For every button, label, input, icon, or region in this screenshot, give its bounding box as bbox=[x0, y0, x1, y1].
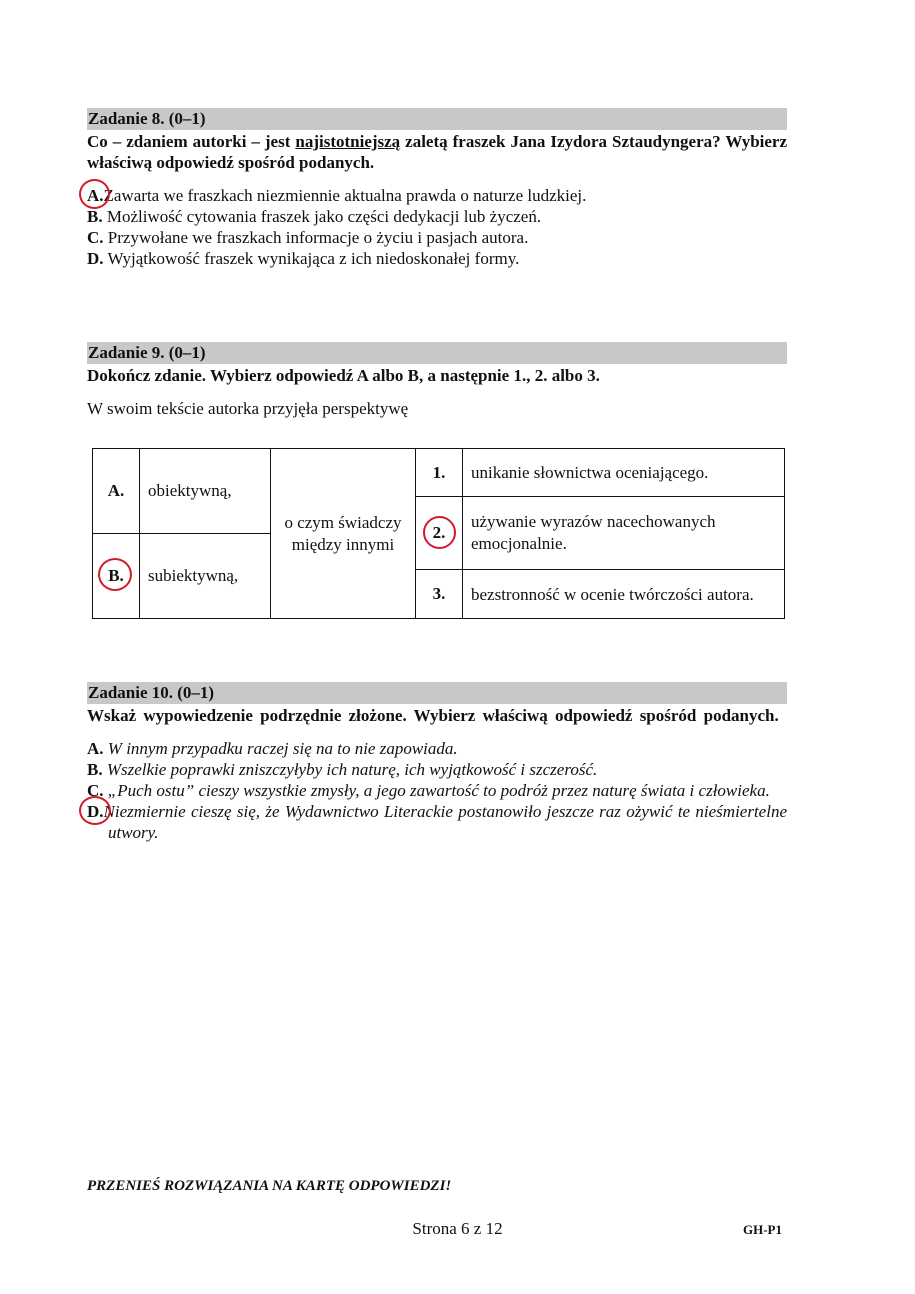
transfer-answers-note: PRZENIEŚ ROZWIĄZANIA NA KARTĘ ODPOWIEDZI! bbox=[87, 1178, 452, 1194]
task-9-option-2-text[interactable]: używanie wyrazów nacechowanych emocjonalnie. bbox=[463, 497, 785, 570]
task-9-option-1-text[interactable]: unikanie słownictwa oceniającego. bbox=[463, 449, 785, 497]
task-9-option-a-text[interactable]: obiektywną, bbox=[140, 449, 271, 534]
task-8-option-a[interactable]: A.Zawarta we fraszkach niezmiennie aktualna prawda o naturze ludzkiej. bbox=[87, 185, 787, 206]
task-9-option-3-key[interactable]: 3. bbox=[416, 570, 463, 619]
task-9-question: Dokończ zdanie. Wybierz odpowiedź A albo B, a następnie 1., 2. albo 3. bbox=[87, 366, 600, 385]
task-9-option-2-key[interactable]: 2. bbox=[416, 497, 463, 570]
task-9-option-1-key[interactable]: 1. bbox=[416, 449, 463, 497]
task-9-option-b-key[interactable]: B. bbox=[93, 534, 140, 619]
exam-code: GH-P1 bbox=[743, 1222, 782, 1237]
page-number: Strona 6 z 12 bbox=[412, 1219, 503, 1238]
task-10 bbox=[87, 682, 787, 843]
task-8 bbox=[87, 108, 787, 269]
selection-circle-mark bbox=[423, 516, 456, 549]
task-9 bbox=[87, 342, 787, 419]
selection-circle-mark bbox=[98, 558, 132, 591]
task-10-option-b[interactable]: B. Wszelkie poprawki zniszczyłyby ich naturę, ich wyjątkowość i szczerość. bbox=[87, 760, 598, 779]
task-8-option-d[interactable]: D. Wyjątkowość fraszek wynikająca z ich niedoskonałej formy. bbox=[87, 249, 520, 268]
task-10-question: Wskaż wypowiedzenie podrzędnie złożone. Wybierz właściwą odpowiedź spośród podanych. bbox=[87, 706, 779, 725]
task-9-table bbox=[92, 448, 785, 619]
task-9-option-b-text[interactable]: subiektywną, bbox=[140, 534, 271, 619]
task-9-option-a-key[interactable]: A. bbox=[93, 449, 140, 534]
task-9-middle-text: o czym świadczy między innymi bbox=[271, 449, 416, 619]
task-10-option-d[interactable]: D.Niezmiernie cieszę się, że Wydawnictwo Literackie postanowiło jeszcze raz ożywić te nieśmiertelne utwory. bbox=[87, 801, 787, 843]
task-10-header: Zadanie 10. (0–1) bbox=[87, 682, 787, 704]
task-8-emphasis: najistotniejszą bbox=[295, 132, 401, 151]
task-8-question: Co – zdaniem autorki – jest najistotniejszą zaletą fraszek Jana Izydora Sztaudyngera? Wybierz właściwą odpowiedź spośród podanych. bbox=[87, 132, 788, 172]
task-8-option-c[interactable]: C. Przywołane we fraszkach informacje o życiu i pasjach autora. bbox=[87, 228, 529, 247]
task-8-header: Zadanie 8. (0–1) bbox=[87, 108, 787, 130]
task-9-intro: W swoim tekście autorka przyjęła perspektywę bbox=[87, 399, 409, 418]
task-9-header: Zadanie 9. (0–1) bbox=[87, 342, 787, 364]
task-9-option-3-text[interactable]: bezstronność w ocenie twórczości autora. bbox=[463, 570, 785, 619]
task-10-option-a[interactable]: A. W innym przypadku raczej się na to nie zapowiada. bbox=[87, 739, 458, 758]
selection-circle-mark bbox=[79, 179, 110, 209]
selection-circle-mark bbox=[79, 796, 111, 825]
task-10-option-c[interactable]: C. „Puch ostu” cieszy wszystkie zmysły, a jego zawartość to podróż przez naturę świata i człowieka. bbox=[87, 781, 770, 800]
task-8-option-b[interactable]: B. Możliwość cytowania fraszek jako części dedykacji lub życzeń. bbox=[87, 207, 542, 226]
